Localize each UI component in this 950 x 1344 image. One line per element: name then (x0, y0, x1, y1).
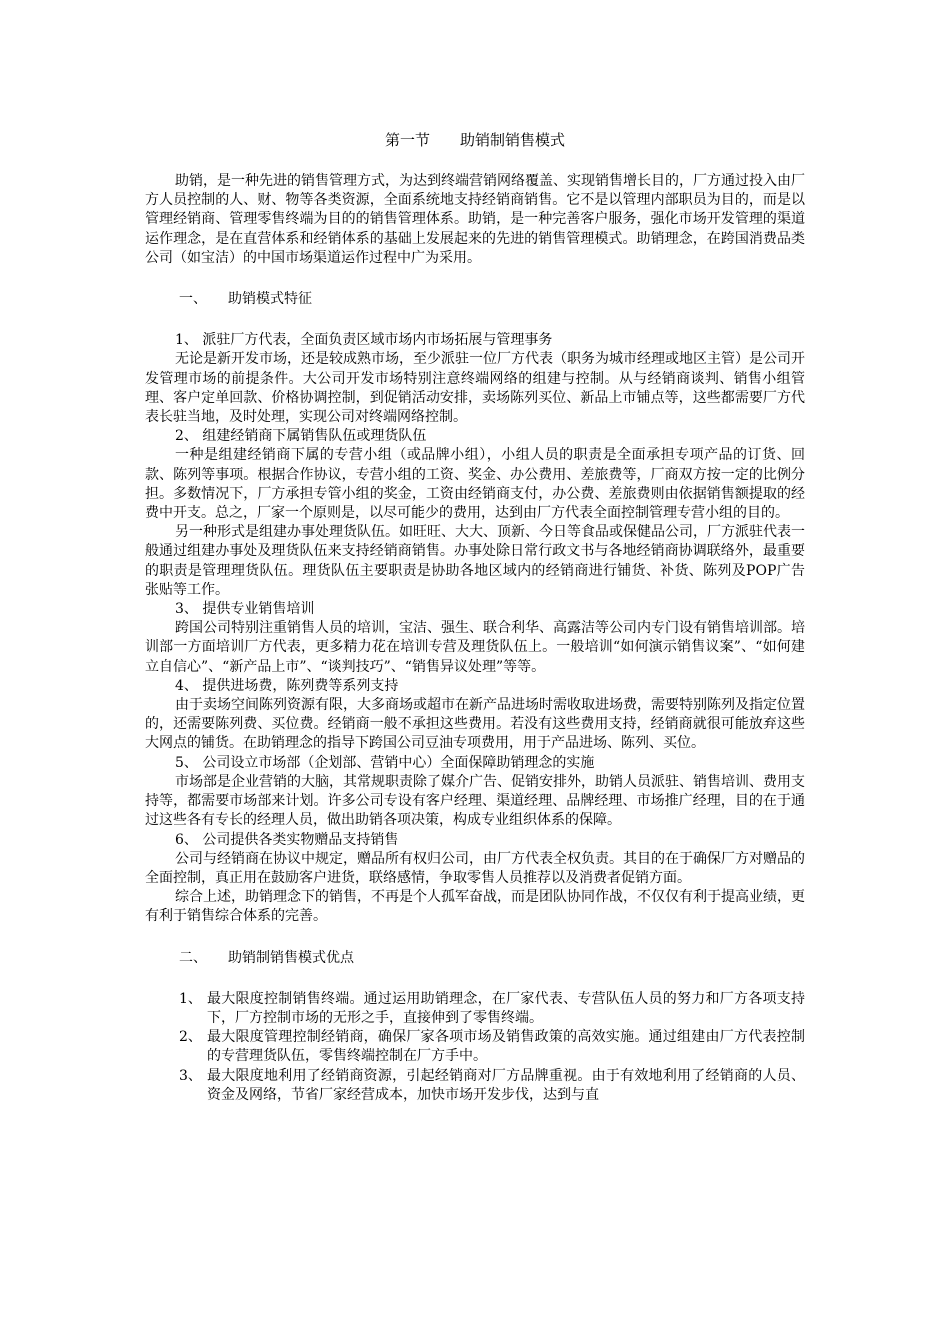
section-heading-1: 一、 助销模式特征 (179, 291, 312, 308)
document-page (145, 130, 805, 1105)
intro-paragraph: 助销，是一种先进的销售管理方式，为达到终端营销网络覆盖、实现销售增长目的，厂方通过投入由厂方人员控制的人、财、物等各类资源，全面系统地支持经销商销售。它不是以管理内部职员为目的，而是以管理经销商、管理零售终端为目的的销售管理体系。助销，是一种完善客户服务，强化市场开发管理的渠道运作理念，是在直营体系和经销体系的基础上发展起来的先进的销售管理模式。助销理念，在跨国消费品类公司（如宝洁）的中国市场渠道运作过程中广为采用。 (145, 173, 805, 266)
list-text: 最大限度管理控制经销商，确保厂家各项市场及销售政策的高效实施。通过组建由厂方代表控制的专营理货队伍，零售终端控制在厂方手中。 (207, 1029, 805, 1065)
list-number: 3、 (179, 1067, 202, 1084)
item-paragraph: 跨国公司特别注重销售人员的培训，宝洁、强生、联合利华、高露洁等公司内专门设有销售培训部。培训部一方面培训厂方代表，更多精力花在培训专营及理货队伍上。一般培训“如何演示销售议案”、“如何建立自信心”、“新产品上市”、“谈判技巧”、“销售异议处理”等等。 (145, 620, 805, 675)
section-heading-2: 二、 助销制销售模式优点 (179, 949, 354, 966)
item-title: 6、 公司提供各类实物赠品支持销售 (175, 831, 399, 848)
list-item (145, 990, 805, 1028)
item-paragraph: 一种是组建经销商下属的专营小组（或品牌小组），小组人员的职责是全面承担专项产品的订货、回款、陈列等事项。根据合作协议，专营小组的工资、奖金、办公费用、差旅费等，厂商双方按一定的比例分担。多数情况下，厂方承担专管小组的奖金，工资由经销商支付，办公费、差旅费则由依据销售额提取的经费中开支。总之，厂家一个原则是，以尽可能少的费用，达到由厂方代表全面控制管理专营小组的目的。 (145, 447, 805, 522)
list-number: 1、 (179, 990, 202, 1007)
item-title: 5、 公司设立市场部（企划部、营销中心）全面保障助销理念的实施 (175, 754, 595, 771)
item-title: 1、 派驻厂方代表，全面负责区域市场内市场拓展与管理事务 (175, 332, 553, 349)
item-title: 2、 组建经销商下属销售队伍或理货队伍 (175, 428, 427, 445)
item-paragraph: 另一种形式是组建办事处理货队伍。如旺旺、大大、顶新、今日等食品或保健品公司，厂方派驻代表一般通过组建办事处及理货队伍来支持经销商销售。办事处除日常行政文书与各地经销商协调联络外，最重要的职责是管理理货队伍。理货队伍主要职责是协助各地区域内的经销商进行铺货、补货、陈列及POP广告张贴等工作。 (145, 524, 805, 598)
item-paragraph: 市场部是企业营销的大脑，其常规职责除了媒介广告、促销安排外，助销人员派驻、销售培训、费用支持等，都需要市场部来计划。许多公司专设有客户经理、渠道经理、品牌经理、市场推广经理，目的在于通过这些各有专长的经理人员，做出助销各项决策，构成专业组织体系的保障。 (145, 773, 805, 829)
list-number: 2、 (179, 1029, 202, 1046)
advantages-list (145, 990, 805, 1105)
item-paragraph: 无论是新开发市场，还是较成熟市场，至少派驻一位厂方代表（职务为城市经理或地区主管）是公司开发管理市场的前提条件。大公司开发市场特别注意终端网络的组建与控制。从与经销商谈判、销售小组管理、客户定单回款、价格协调控制，到促销活动安排，卖场陈列买位、新品上市铺点等，这些都需要厂方代表长驻当地，及时处理，实现公司对终端网络控制。 (145, 351, 805, 426)
list-text: 最大限度控制销售终端。通过运用助销理念，在厂家代表、专营队伍人员的努力和厂方各项支持下，厂方控制市场的无形之手，直接伸到了零售终端。 (207, 990, 805, 1026)
item-paragraph: 由于卖场空间陈列资源有限，大多商场或超市在新产品进场时需收取进场费，需要特别陈列及指定位置的，还需要陈列费、买位费。经销商一般不承担这些费用。若没有这些费用支持，经销商就很可能放弃这些大网点的铺货。在助销理念的指导下跨国公司豆油专项费用，用于产品进场、陈列、买位。 (145, 697, 805, 752)
page-title: 第一节 助销制销售模式 (384, 131, 565, 149)
summary-paragraph: 综合上述，助销理念下的销售，不再是个人孤军奋战，而是团队协同作战，不仅仅有利于提高业绩，更有利于销售综合体系的完善。 (145, 889, 805, 925)
list-item (145, 1028, 805, 1066)
list-text: 最大限度地利用了经销商资源，引起经销商对厂方品牌重视。由于有效地利用了经销商的人员、资金及网络，节省厂家经营成本，加快市场开发步伐，达到与直 (207, 1067, 805, 1103)
item-title: 4、 提供进场费，陈列费等系列支持 (175, 677, 399, 694)
list-item (145, 1067, 805, 1105)
item-paragraph: 公司与经销商在协议中规定，赠品所有权归公司，由厂方代表全权负责。其目的在于确保厂方对赠品的全面控制，真正用在鼓励客户进货，联络感情，争取零售人员推荐以及消费者促销方面。 (145, 850, 805, 886)
item-title: 3、 提供专业销售培训 (175, 601, 315, 618)
